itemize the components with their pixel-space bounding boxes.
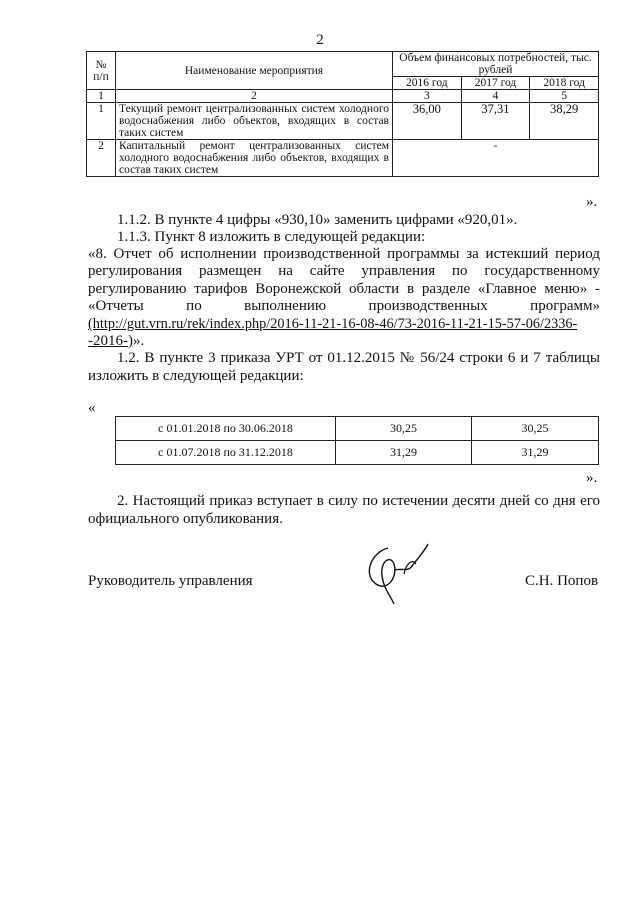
table2-open-quote: « [88, 400, 96, 416]
header-num: № п/п [87, 52, 116, 90]
header-name: Наименование мероприятия [116, 52, 393, 90]
table2-close-quote: ». [586, 470, 598, 486]
header-year-2017: 2017 год [461, 77, 530, 90]
handwritten-signature [358, 540, 438, 610]
row-dash: - [393, 140, 599, 177]
row-num: 2 [87, 140, 116, 177]
tariff-table [115, 416, 599, 465]
period-cell: с 01.01.2018 по 30.06.2018 [116, 417, 336, 441]
table-row [116, 441, 599, 465]
value-2017: 37,31 [461, 103, 530, 140]
final-paragraph-cont: официального опубликования. [88, 511, 283, 527]
header-year-2018: 2018 год [530, 77, 599, 90]
value-cell: 30,25 [472, 417, 599, 441]
report-link-line-end [88, 333, 144, 351]
col-number: 4 [461, 90, 530, 103]
paragraph-1-2-cont: изложить в следующей редакции: [88, 368, 304, 384]
financial-needs-table [86, 51, 599, 177]
value-cell: 30,25 [336, 417, 472, 441]
row-num: 1 [87, 103, 116, 140]
report-link-line [88, 316, 600, 334]
value-2018: 38,29 [530, 103, 599, 140]
report-link[interactable]: (http://gut.vrn.ru/rek/index.php/2016-11-21-16-08-46/73-2016-11-21-15-57-06/2336- [88, 316, 578, 332]
paragraph-8-line: регулирования размещен на сайте управления по государственному [88, 263, 600, 279]
paragraph-1-2: 1.2. В пункте 3 приказа УРТ от 01.12.2015 № 56/24 строки 6 и 7 таблицы [117, 350, 600, 366]
table1-close-quote: ». [586, 194, 598, 210]
row-name: Капитальный ремонт централизованных систем холодного водоснабжения либо объектов, входящих в состав таких систем [116, 140, 393, 177]
paragraph-8-line: «8. Отчет об исполнении производственной программы за истекший период [88, 246, 600, 262]
col-number: 1 [87, 90, 116, 103]
page-number: 2 [316, 32, 324, 48]
paragraph-8-line: регулированию тарифов Воронежской области в разделе «Главное меню» - [88, 281, 600, 297]
signatory-name: С.Н. Попов [525, 573, 599, 589]
period-cell: с 01.07.2018 по 31.12.2018 [116, 441, 336, 465]
row-name: Текущий ремонт централизованных систем холодного водоснабжения либо объектов, входящих в состав таких систем [116, 103, 393, 140]
header-volume: Объем финансовых потребностей, тыс. рублей [393, 52, 599, 77]
table-row [116, 417, 599, 441]
paragraph-1-1-3: 1.1.3. Пункт 8 изложить в следующей редакции: [117, 229, 426, 245]
signatory-role: Руководитель управления [88, 573, 253, 589]
link-close-quote: ». [133, 333, 145, 349]
col-number: 5 [530, 90, 599, 103]
col-number: 3 [393, 90, 462, 103]
final-paragraph: 2. Настоящий приказ вступает в силу по истечении десяти дней со дня его [117, 493, 600, 509]
value-cell: 31,29 [472, 441, 599, 465]
col-number: 2 [116, 90, 393, 103]
paragraph-8-line: «Отчеты по выполнению производственных программ» [88, 298, 600, 314]
value-cell: 31,29 [336, 441, 472, 465]
header-year-2016: 2016 год [393, 77, 462, 90]
paragraph-1-1-2: 1.1.2. В пункте 4 цифры «930,10» заменить цифрами «920,01». [117, 212, 518, 228]
table-row [87, 140, 599, 177]
table-row [87, 103, 599, 140]
value-2016: 36,00 [393, 103, 462, 140]
report-link-end[interactable]: -2016-) [88, 333, 133, 349]
